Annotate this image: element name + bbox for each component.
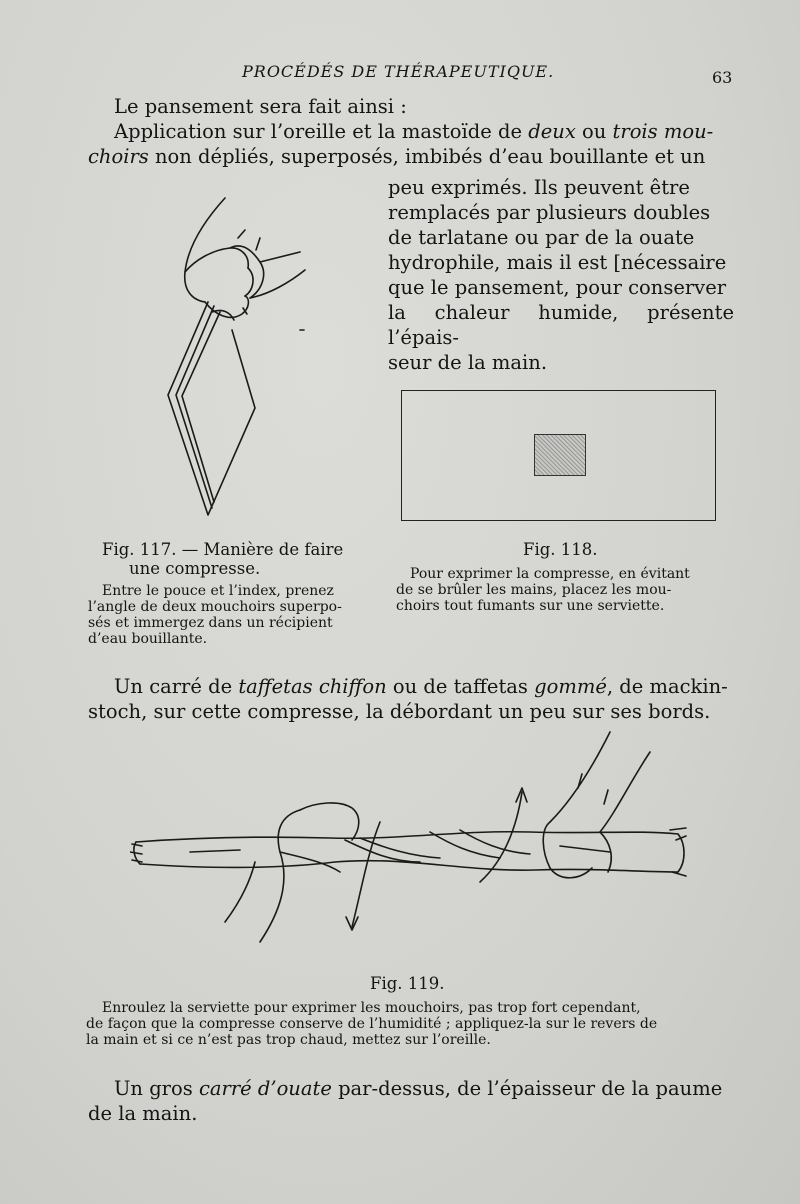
fig119-caption-line3: la main et si ce n’est pas trop chaud, mettez sur l’oreille. bbox=[86, 1032, 491, 1048]
fig117-caption-line3: sés et immergez dans un récipient bbox=[88, 615, 333, 631]
fig118-caption-line2: de se brûler les mains, placez les mou- bbox=[396, 582, 672, 598]
intro-line: Le pansement sera fait ainsi : bbox=[114, 95, 407, 118]
para1-line4: remplacés par plusieurs doubles bbox=[388, 201, 711, 224]
fig117-title-line2: une compresse. bbox=[129, 559, 261, 578]
paragraph-1-column bbox=[388, 175, 734, 375]
fig117-caption-line4: d’eau bouillante. bbox=[88, 631, 208, 647]
fig117-caption-line2: l’angle de deux mouchoirs superpo- bbox=[88, 599, 342, 615]
paragraph-3 bbox=[88, 1076, 734, 1126]
fig117-title-line1: Fig. 117. — Manière de faire bbox=[102, 540, 344, 559]
para1-line1: Application sur l’oreille et la mastoïde de deux ou trois mou- bbox=[114, 120, 714, 143]
figure-119-illustration bbox=[130, 712, 690, 974]
fig117-caption-line1: Entre le pouce et l’index, prenez bbox=[102, 583, 334, 599]
para1-line8: la chaleur humide, présente l’épais- bbox=[388, 301, 734, 349]
para1-line2: choirs non dépliés, superposés, imbibés d’eau bouillante et un bbox=[88, 145, 706, 168]
fig118-caption-line3: choirs tout fumants sur une serviette. bbox=[396, 598, 665, 614]
running-title: PROCÉDÉS DE THÉRAPEUTIQUE. bbox=[242, 62, 555, 81]
fig119-caption-line2: de façon que la compresse conserve de l’humidité ; appliquez-la sur le revers de bbox=[86, 1016, 658, 1032]
figure-118-illustration bbox=[401, 390, 716, 521]
para2-line1: Un carré de taffetas chiffon ou de taffetas gommé, de mackin- bbox=[114, 675, 728, 698]
fig117-caption bbox=[88, 583, 377, 647]
page-number: 63 bbox=[712, 68, 733, 87]
para3-line1: Un gros carré d’ouate par-dessus, de l’épaisseur de la paume bbox=[114, 1077, 723, 1100]
compress-square bbox=[534, 434, 586, 476]
fig118-title: Fig. 118. bbox=[523, 540, 598, 559]
fig118-caption-line1: Pour exprimer la compresse, en évitant bbox=[410, 566, 690, 582]
para1-line3: peu exprimés. Ils peuvent être bbox=[388, 176, 690, 199]
para1-line9: seur de la main. bbox=[388, 351, 548, 374]
para1-line7: que le pansement, pour conserver bbox=[388, 276, 727, 299]
fig119-caption bbox=[86, 1000, 730, 1048]
fig119-caption-line1: Enroulez la serviette pour exprimer les mouchoirs, pas trop fort cependant, bbox=[102, 1000, 641, 1016]
paragraph-1-top bbox=[88, 119, 734, 169]
figure-117-illustration bbox=[150, 190, 320, 530]
running-header bbox=[0, 62, 800, 88]
para1-line6: hydrophile, mais il est [nécessaire bbox=[388, 251, 727, 274]
para2-line2: stoch, sur cette compresse, la débordant un peu sur ses bords. bbox=[88, 700, 711, 723]
fig119-title: Fig. 119. bbox=[370, 974, 445, 993]
para3-line2: de la main. bbox=[88, 1102, 198, 1125]
fig118-caption bbox=[396, 566, 730, 614]
para1-line5: de tarlatane ou par de la ouate bbox=[388, 226, 695, 249]
